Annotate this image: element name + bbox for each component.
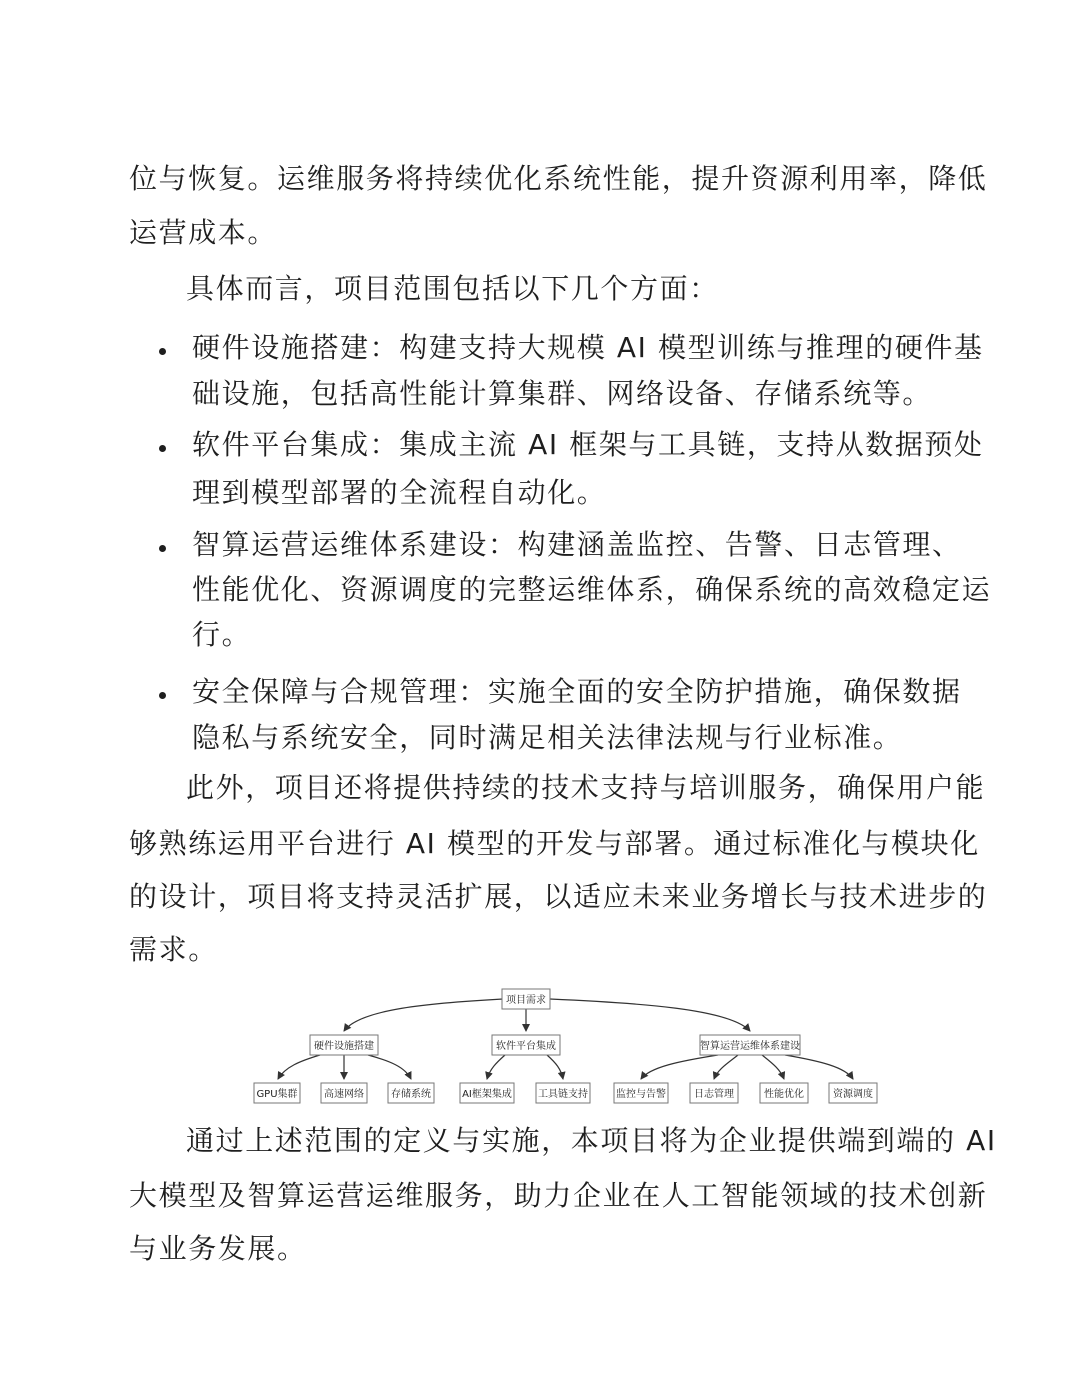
paragraph-2-line-2: 够熟练运用平台进行 AI 模型的开发与部署。通过标准化与模块化 — [129, 827, 980, 860]
paragraph-1-line-2: 运营成本。 — [129, 216, 278, 249]
bullet-software-line-2: 理到模型部署的全流程自动化。 — [192, 476, 607, 509]
bullet-security-line-2: 隐私与系统安全，同时满足相关法律法规与行业标准。 — [192, 721, 903, 754]
diagram-leaf — [690, 1083, 738, 1103]
branch-label-software: 软件平台集成 — [496, 1041, 556, 1052]
paragraph-2-line-3: 的设计，项目将支持灵活扩展，以适应未来业务增长与技术进步的 — [129, 880, 988, 913]
diagram-leaf — [460, 1083, 514, 1103]
bullet-dot — [159, 445, 166, 452]
paragraph-3-line-2: 大模型及智算运营运维服务，助力企业在人工智能领域的技术创新 — [129, 1179, 988, 1212]
diagram-leaf — [388, 1083, 434, 1103]
bullet-hardware-line-2: 础设施，包括高性能计算集群、网络设备、存储系统等。 — [192, 377, 933, 410]
leaf-label-gpu: GPU集群 — [256, 1089, 298, 1100]
bullet-security-line-1: 安全保障与合规管理：实施全面的安全防护措施，确保数据 — [192, 675, 962, 708]
paragraph-2-line-1: 此外，项目还将提供持续的技术支持与培训服务，确保用户能 — [186, 771, 986, 804]
diagram-root-node — [502, 989, 550, 1009]
edge-software-ai — [487, 1055, 505, 1079]
edge-software-tools — [547, 1055, 563, 1079]
project-scope-diagram — [0, 975, 1080, 1110]
leaf-label-tools: 工具链支持 — [538, 1089, 588, 1100]
edge-hardware-storage — [368, 1055, 411, 1079]
bullet-dot — [159, 348, 166, 355]
branch-label-ops: 智算运营运维体系建设 — [700, 1041, 800, 1052]
bullet-ops-line-2: 性能优化、资源调度的完整运维体系，确保系统的高效稳定运 — [192, 573, 992, 606]
edge-hardware-gpu — [278, 1055, 320, 1079]
diagram-leaf — [760, 1083, 808, 1103]
leaf-label-resource: 资源调度 — [833, 1089, 873, 1100]
diagram-leaf — [829, 1083, 877, 1103]
leaf-label-log: 日志管理 — [694, 1089, 734, 1100]
diagram-leaf — [614, 1083, 668, 1103]
leaf-label-ai: AI框架集成 — [462, 1089, 512, 1100]
bullet-dot — [159, 545, 166, 552]
edge-ops-log — [714, 1055, 738, 1079]
diagram-branch-software — [492, 1035, 560, 1055]
diagram-leaf — [254, 1083, 300, 1103]
paragraph-2-line-4: 需求。 — [129, 933, 218, 966]
bullet-ops-line-1: 智算运营运维体系建设：构建涵盖监控、告警、日志管理、 — [192, 528, 962, 561]
paragraph-3-line-3: 与业务发展。 — [129, 1232, 307, 1265]
leaf-label-monitor: 监控与告警 — [616, 1089, 666, 1100]
root-label: 项目需求 — [506, 995, 546, 1006]
leaf-label-network: 高速网络 — [324, 1089, 364, 1100]
bullet-hardware-line-1: 硬件设施搭建：构建支持大规模 AI 模型训练与推理的硬件基 — [192, 331, 984, 364]
paragraph-1-line-1: 位与恢复。运维服务将持续优化系统性能，提升资源利用率，降低 — [129, 162, 988, 195]
diagram-leaf — [536, 1083, 590, 1103]
diagram-branch-ops — [700, 1035, 800, 1055]
edge-ops-resource — [785, 1055, 853, 1079]
bullet-ops-line-3: 行。 — [192, 618, 252, 651]
leaf-label-perf: 性能优化 — [764, 1089, 804, 1100]
paragraph-3-line-1: 通过上述范围的定义与实施，本项目将为企业提供端到端的 AI — [186, 1124, 997, 1157]
bullet-dot — [159, 692, 166, 699]
bullet-software-line-1: 软件平台集成：集成主流 AI 框架与工具链，支持从数据预处 — [192, 428, 984, 461]
edge-root-ops — [550, 999, 750, 1031]
branch-label-hardware: 硬件设施搭建 — [314, 1041, 374, 1052]
diagram-leaf — [321, 1083, 367, 1103]
edge-root-hardware — [344, 999, 503, 1031]
edge-ops-perf — [762, 1055, 784, 1079]
edge-ops-monitor — [641, 1055, 718, 1079]
diagram-branch-hardware — [310, 1035, 378, 1055]
intro-line: 具体而言，项目范围包括以下几个方面： — [186, 272, 719, 305]
leaf-label-storage: 存储系统 — [391, 1089, 431, 1100]
